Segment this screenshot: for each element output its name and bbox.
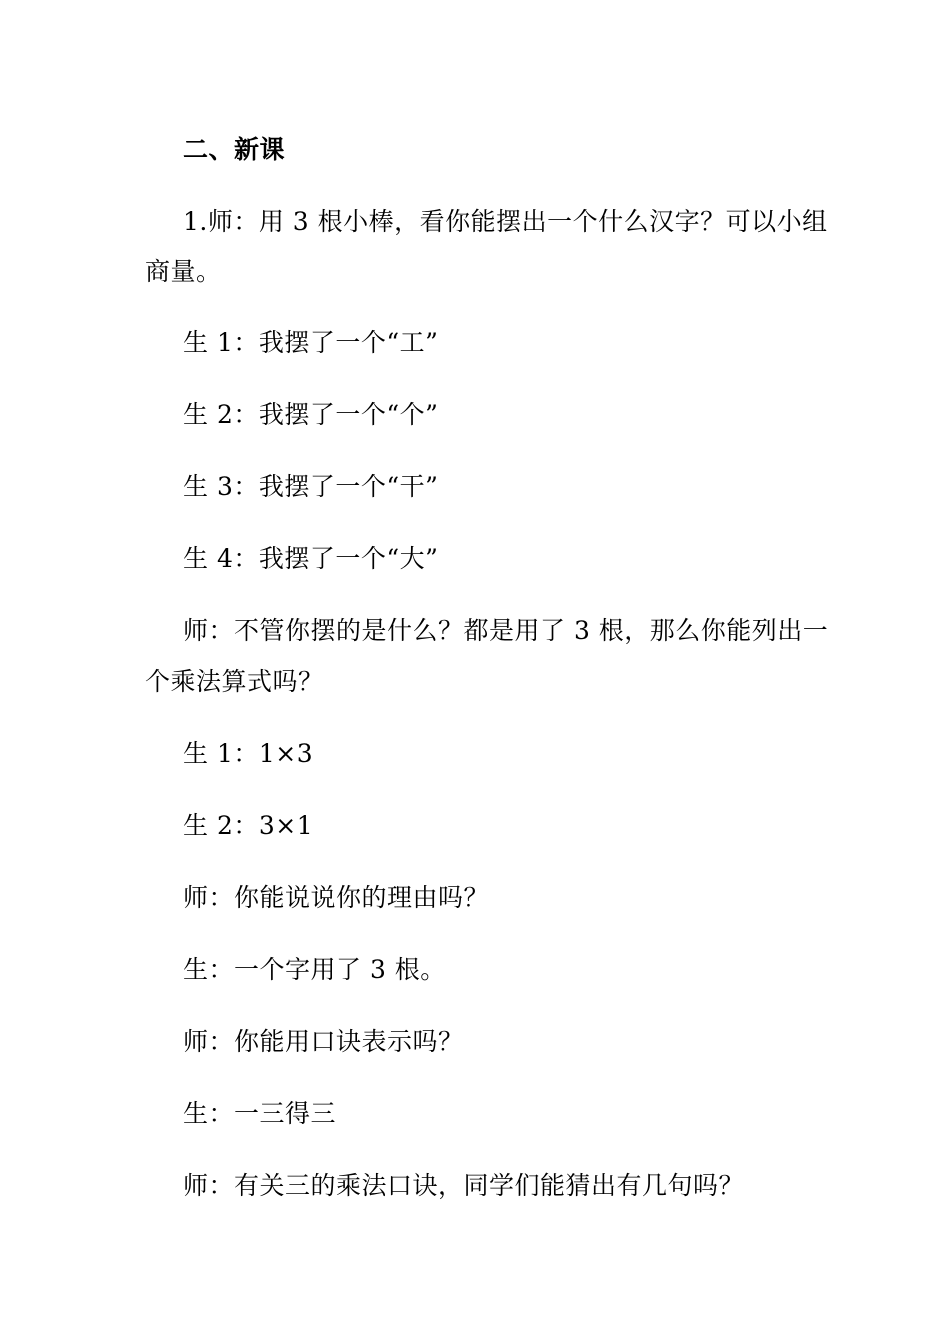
section-heading: 二、新课	[183, 135, 286, 164]
paragraph-line: 师：你能用口诀表示吗？	[183, 1027, 464, 1056]
paragraph-line: 生 2：我摆了一个“个”	[183, 400, 439, 429]
paragraph-line: 师：有关三的乘法口诀，同学们能猜出有几句吗？	[183, 1171, 745, 1200]
paragraph-line: 生 4：我摆了一个“大”	[183, 544, 439, 573]
paragraph-line: 生：一三得三	[183, 1099, 337, 1128]
paragraph-line: 生 2：3×1	[183, 811, 314, 840]
paragraph-line: 生：一个字用了 3 根。	[183, 955, 446, 984]
paragraph-line: 生 3：我摆了一个“干”	[183, 472, 439, 501]
paragraph-line: 生 1：1×3	[183, 739, 314, 768]
paragraph-line: 生 1：我摆了一个“工”	[183, 328, 439, 357]
paragraph-line: 1.师：用 3 根小棒，看你能摆出一个什么汉字？可以小组	[183, 207, 828, 236]
paragraph-line: 师：不管你摆的是什么？都是用了 3 根，那么你能列出一	[183, 616, 829, 645]
paragraph-line: 师：你能说说你的理由吗？	[183, 883, 490, 912]
paragraph-line: 商量。	[145, 257, 222, 286]
paragraph-line: 个乘法算式吗？	[145, 667, 324, 696]
